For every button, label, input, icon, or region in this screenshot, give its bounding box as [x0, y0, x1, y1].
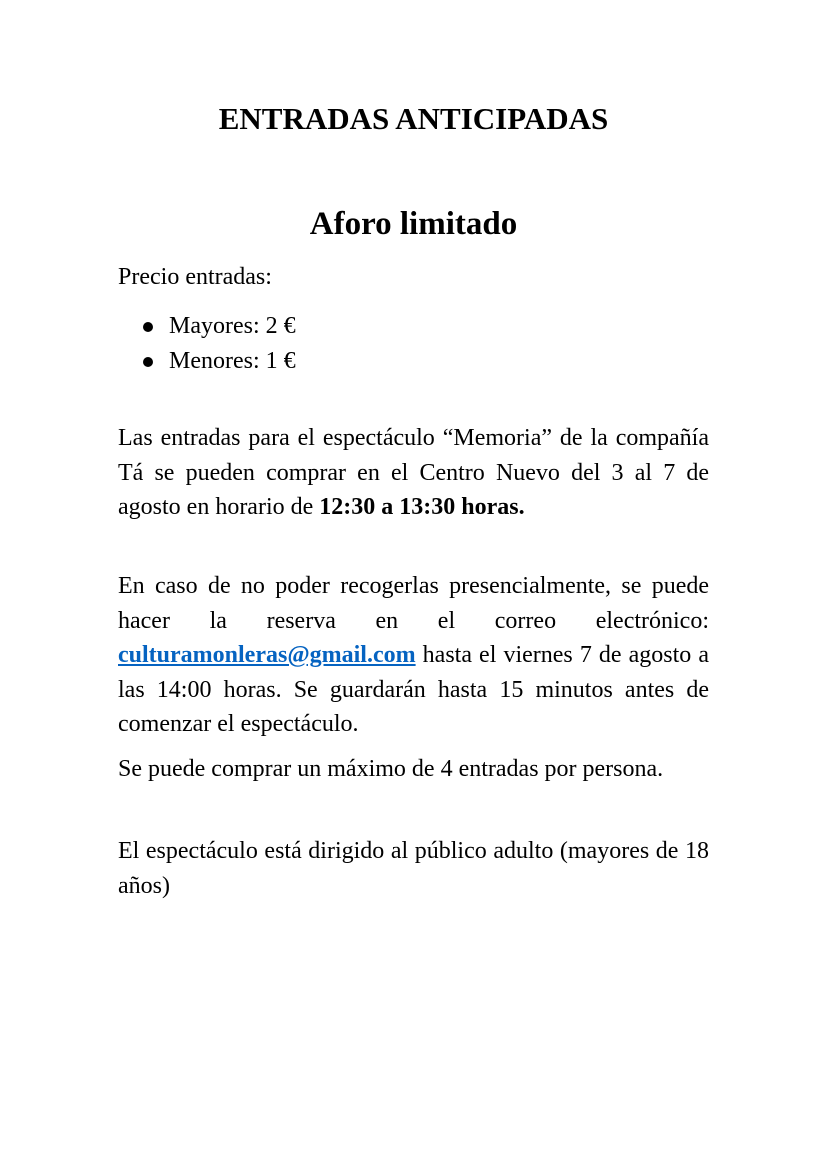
paragraph-text: hasta el viernes 7 de agosto a las 14:00 horas. Se guardarán hasta 15 minutos antes de comenzar el espectáculo. [118, 642, 709, 737]
price-item-children [140, 344, 540, 379]
price-list [140, 309, 540, 379]
paragraph-audience: El espectáculo está dirigido al público adulto (mayores de 18 años) [118, 838, 709, 899]
price-item-label: Mayores: 2 € [169, 313, 296, 339]
bullet-icon [143, 357, 153, 367]
paragraph-reservation [118, 569, 709, 742]
schedule-hours: 12:30 a 13:30 horas. [319, 494, 525, 520]
bullet-icon [143, 322, 153, 332]
paragraph-text: En caso de no poder recogerlas presencialmente, se puede hacer la reserva en el correo electrónico: [118, 573, 709, 634]
price-label: Precio entradas: [118, 264, 272, 290]
email-link[interactable]: culturamonleras@gmail.com [118, 642, 416, 668]
paragraph-text: Las entradas para el espectáculo “Memoria” de la compañía Tá se pueden comprar en el Centro Nuevo del 3 al 7 de agosto en horario de [118, 425, 709, 520]
price-item-adults [140, 309, 540, 344]
price-item-label: Menores: 1 € [169, 348, 296, 374]
paragraph-sale-info [118, 421, 709, 525]
paragraph-max-tickets: Se puede comprar un máximo de 4 entradas por persona. [118, 756, 664, 782]
page-subtitle: Aforo limitado [309, 206, 518, 242]
page-title: ENTRADAS ANTICIPADAS [218, 101, 609, 136]
